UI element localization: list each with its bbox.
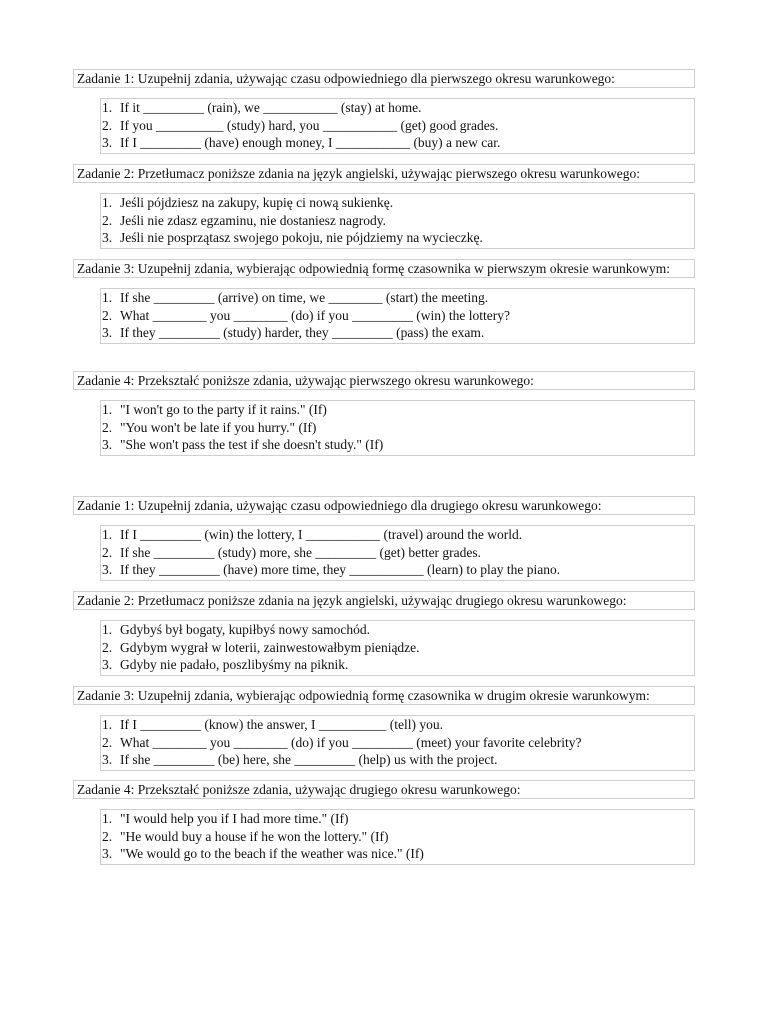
item-text: What ________ you ________ (do) if you _________ (win) the lottery?: [120, 307, 510, 323]
item-number: 3.: [102, 230, 113, 245]
item-text: Gdybym wygrał w loterii, zainwestowałbym pieniądze.: [120, 639, 420, 655]
exercise-list: [100, 525, 695, 581]
item-number: 3.: [102, 846, 113, 861]
list-item: [101, 526, 694, 544]
exercise-list: [100, 715, 695, 771]
item-number: 2.: [102, 544, 113, 560]
item-number: 1.: [102, 100, 113, 115]
item-text: "She won't pass the test if she doesn't study." (If): [120, 437, 384, 452]
list-item: [101, 544, 694, 562]
exercise-list: [100, 400, 695, 456]
item-number: 2.: [102, 212, 113, 228]
item-text: If I _________ (have) enough money, I ___________ (buy) a new car.: [120, 135, 501, 150]
exercise-title: Zadanie 4: Przekształć poniższe zdania, używając drugiego okresu warunkowego:: [73, 780, 695, 799]
item-text: "He would buy a house if he won the lottery." (If): [120, 828, 389, 844]
list-item: [101, 212, 694, 230]
list-item: [101, 810, 694, 828]
exercise-title: Zadanie 1: Uzupełnij zdania, używając czasu odpowiedniego dla pierwszego okresu warunkowego:: [73, 69, 695, 88]
item-number: 2.: [102, 639, 113, 655]
item-text: If you __________ (study) hard, you ___________ (get) good grades.: [120, 117, 499, 133]
item-number: 2.: [102, 307, 113, 323]
exercise-list: [100, 288, 695, 344]
item-text: If she _________ (study) more, she _________ (get) better grades.: [120, 544, 482, 560]
exercise-title: Zadanie 1: Uzupełnij zdania, używając czasu odpowiedniego dla drugiego okresu warunkowego:: [73, 496, 695, 515]
item-text: "We would go to the beach if the weather was nice." (If): [120, 846, 424, 861]
item-text: If she _________ (arrive) on time, we ________ (start) the meeting.: [120, 290, 489, 305]
item-number: 1.: [102, 402, 113, 417]
list-item: [101, 656, 694, 674]
item-text: If I _________ (win) the lottery, I ___________ (travel) around the world.: [120, 527, 523, 542]
item-text: Gdybyś był bogaty, kupiłbyś nowy samochód.: [120, 622, 370, 637]
item-text: "You won't be late if you hurry." (If): [120, 419, 317, 435]
exercise-title: Zadanie 2: Przetłumacz poniższe zdania na język angielski, używając drugiego okresu warunkowego:: [73, 591, 695, 610]
list-item: [101, 99, 694, 117]
item-text: Jeśli nie zdasz egzaminu, nie dostaniesz nagrody.: [120, 212, 387, 228]
item-number: 2.: [102, 828, 113, 844]
exercise-title: Zadanie 3: Uzupełnij zdania, wybierając odpowiednią formę czasownika w drugim okresie warunkowym:: [73, 686, 695, 705]
exercise-title: Zadanie 2: Przetłumacz poniższe zdania na język angielski, używając pierwszego okresu warunkowego:: [73, 164, 695, 183]
exercise-3-first-conditional: [73, 259, 695, 344]
item-number: 3.: [102, 135, 113, 150]
item-text: If they _________ (have) more time, they ___________ (learn) to play the piano.: [120, 562, 561, 577]
list-item: [101, 751, 694, 769]
exercise-2-first-conditional: [73, 164, 695, 249]
exercise-1-second-conditional: [73, 496, 695, 581]
list-item: [101, 436, 694, 454]
list-item: [101, 419, 694, 437]
list-item: [101, 734, 694, 752]
list-item: [101, 289, 694, 307]
item-number: 1.: [102, 290, 113, 305]
item-text: What ________ you ________ (do) if you _________ (meet) your favorite celebrity?: [120, 734, 582, 750]
item-text: Jeśli pójdziesz na zakupy, kupię ci nową sukienkę.: [120, 195, 394, 210]
exercise-title: Zadanie 3: Uzupełnij zdania, wybierając odpowiednią formę czasownika w pierwszym okresie warunkowym:: [73, 259, 695, 278]
item-number: 1.: [102, 811, 113, 826]
exercise-4-first-conditional: [73, 371, 695, 456]
exercise-3-second-conditional: [73, 686, 695, 771]
list-item: [101, 307, 694, 325]
list-item: [101, 401, 694, 419]
item-text: Gdyby nie padało, poszlibyśmy na piknik.: [120, 657, 349, 672]
list-item: [101, 639, 694, 657]
exercise-4-second-conditional: [73, 780, 695, 865]
item-number: 3.: [102, 437, 113, 452]
item-text: If she _________ (be) here, she _________ (help) us with the project.: [120, 752, 498, 767]
item-text: Jeśli nie posprzątasz swojego pokoju, nie pójdziemy na wycieczkę.: [120, 230, 483, 245]
exercise-list: [100, 193, 695, 249]
list-item: [101, 828, 694, 846]
item-text: If it _________ (rain), we ___________ (stay) at home.: [120, 100, 422, 115]
item-number: 1.: [102, 195, 113, 210]
list-item: [101, 229, 694, 247]
item-number: 3.: [102, 325, 113, 340]
exercise-list: [100, 98, 695, 154]
item-number: 1.: [102, 527, 113, 542]
list-item: [101, 716, 694, 734]
item-number: 3.: [102, 562, 113, 577]
exercise-title: Zadanie 4: Przekształć poniższe zdania, używając pierwszego okresu warunkowego:: [73, 371, 695, 390]
item-number: 2.: [102, 117, 113, 133]
exercise-2-second-conditional: [73, 591, 695, 676]
item-number: 1.: [102, 622, 113, 637]
item-text: If I _________ (know) the answer, I __________ (tell) you.: [120, 717, 444, 732]
list-item: [101, 117, 694, 135]
item-number: 2.: [102, 734, 113, 750]
exercise-list: [100, 620, 695, 676]
item-number: 2.: [102, 419, 113, 435]
list-item: [101, 134, 694, 152]
item-number: 1.: [102, 717, 113, 732]
item-text: If they _________ (study) harder, they _________ (pass) the exam.: [120, 325, 485, 340]
list-item: [101, 845, 694, 863]
list-item: [101, 561, 694, 579]
exercise-1-first-conditional: [73, 69, 695, 154]
item-number: 3.: [102, 657, 113, 672]
list-item: [101, 621, 694, 639]
list-item: [101, 194, 694, 212]
list-item: [101, 324, 694, 342]
item-text: "I won't go to the party if it rains." (If): [120, 402, 327, 417]
item-number: 3.: [102, 752, 113, 767]
item-text: "I would help you if I had more time." (If): [120, 811, 349, 826]
exercise-list: [100, 809, 695, 865]
